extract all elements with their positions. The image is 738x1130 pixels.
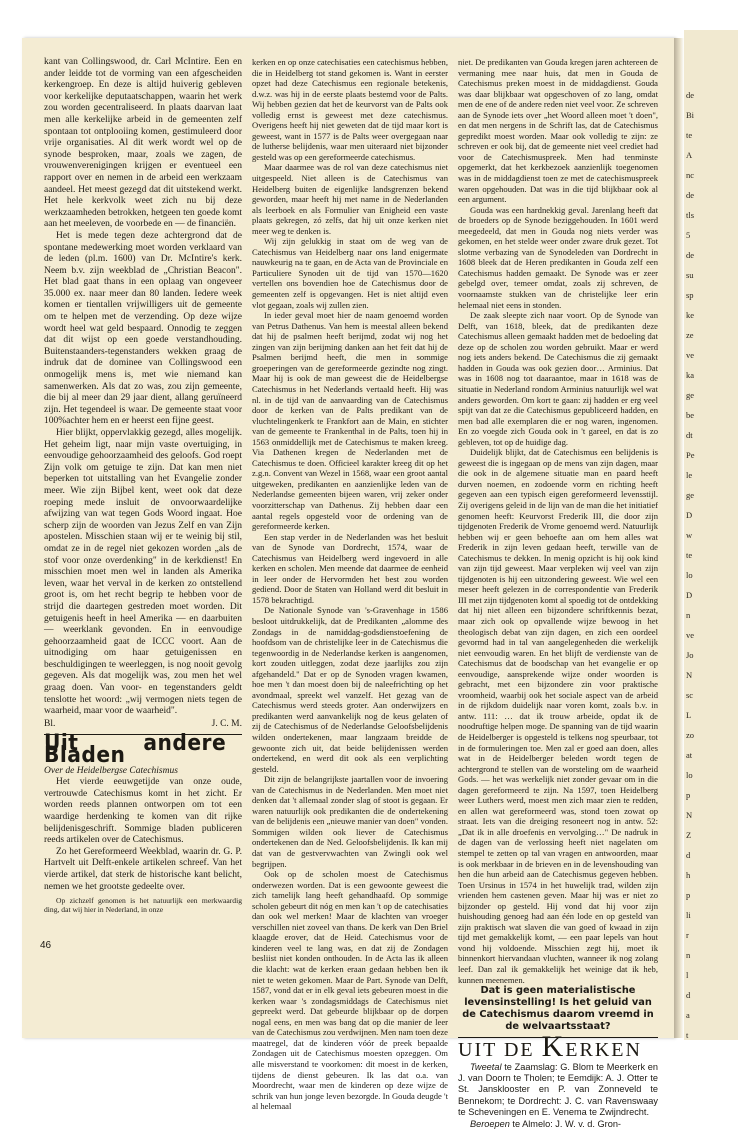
signature-line [44, 719, 242, 731]
closing-question: Dat is geen materialistische levensinstelling! Is het geluid van de Catechismus daarom vreemd in de welvaartsstaat? [462, 985, 654, 1033]
paragraph: Wij zijn gelukkig in staat om de weg van de Catechismus van Heidelberg naar ons land enigermate nauwkeurig na te gaan, en de Acta van de Provinciale en Particuliere Synoden uit de tijd van 1570—1620 vertellen ons bovendien hoe de Catechismus door de gemeenten zelf is opgevangen. Het is niet altijd even vlot gegaan, zoals wij zullen zien. [252, 236, 448, 310]
column-left [44, 57, 242, 937]
adjacent-page-fragment: de [686, 250, 695, 260]
adjacent-page-fragment: L [686, 710, 692, 720]
paragraph: kerken en op onze catechisaties een catechismus hebben, die in Heidelberg tot stand gekomen is. Want in eerster opzet had deze Catechismus een regionale betekenis, d.w.z. was hij in de eerste plaats bestemd voor de Palts. Wij hebben gezien dat het de keurvorst van de Palts ook volledig ernst is geweest met deze catechismus. Overigens heeft hij niet geweten dat de tijd maar kort is geweest, want in 1577 is de Palts weer overgegaan naar de lutherse belijdenis, waar men uiteraard niet bijzonder gesteld was op een gereformeerde catechismus. [252, 57, 448, 162]
adjacent-page-fragment: de [686, 190, 695, 200]
column-right [458, 57, 658, 1129]
adjacent-page-fragment: r [686, 930, 689, 940]
heading-part: UIT DE [458, 1039, 542, 1062]
adjacent-page-fragment: at [686, 750, 693, 760]
adjacent-page-fragment: zo [686, 730, 695, 740]
adjacent-page-fragment: w [686, 530, 693, 540]
paragraph: Ook op de scholen moest de Catechismus onderwezen worden. Dat is een gewoonte geweest die zich tamelijk lang heeft gehandhaafd. Op sommige scholen gebeurt dit nóg en men kan 't op de catechisaties dan ook wel merken! Maar de klachten van vroeger verschillen niet zoveel van thans. De kerk van Den Briel klaagde erover, dat de Heid. Catechismus voor de kinderen veel te lang was, en dat zij de Zondagen besliist niet konden onthouden. In de Acta las ik alleen die klacht: wat de kerken eraan gedaan hebben ben ik niet te weten gekomen. Maar de Part. Synode van Delft, 1587, vond dat er in elk geval iets gebeuren moest in die kerken waar 's zondagsmiddags de Catechismus niet gepreekt werd. Dat gebeurde blijkbaar op de dorpen nogal eens, en men was bang dat op die manier de leer van de Catechismus zou verdwijnen. Men nam toen deze maatregel, dat de kinderen vóór de preek bepaalde Zondagen uit de Catechismus moesten opzeggen. Om alle misverstand te voorkomen: dit moest in de kerken, tijdens de dienst gebeuren. Ik las dat o.a. van Moordrecht, waar men de kinderen op deze wijze de schrik van hun jonge leven bezorgde. In Gouda deugde 't al helemaal [252, 869, 448, 1112]
adjacent-page-edge [684, 30, 738, 1040]
signature-initials-left: Bl. [44, 718, 56, 729]
signature-author: J. C. M. [211, 718, 242, 729]
adjacent-page-fragment: D [686, 590, 693, 600]
adjacent-page-fragment: N [686, 810, 693, 820]
adjacent-page-fragment: le [686, 470, 693, 480]
adjacent-page-fragment: te [686, 550, 693, 560]
news-label: Beroepen [470, 1118, 510, 1129]
adjacent-page-fragment: A [686, 150, 693, 160]
news-text: te Zaamslag: G. Blom te Meerkerk en J. van Doorn te Tholen; te Eemdijk: A. J. Otter te St. Jansklooster en P. van Zonneveld te Bennekom; te Dordrecht: J. C. van Ravenswaay te Scheveningen en E. Venema te Zwijndrecht. [458, 1061, 658, 1118]
adjacent-page-fragment: te [686, 130, 693, 140]
news-item [458, 1119, 658, 1130]
adjacent-page-fragment: ve [686, 630, 695, 640]
quoted-paragraph: Op zichzelf genomen is het natuurlijk een merkwaardig ding, dat wij hier in Nederland, in onze [44, 896, 242, 915]
section-heading-uit-andere-bladen: Uit andere Bladen [44, 731, 227, 769]
paragraph: Gouda was een hardnekkig geval. Jarenlang heeft dat de broeders op de Synode beziggehouden. In 1601 werd meegedeeld, dat men in Gouda nog niets verder was gekomen, en het stelde weer onder zware druk gezet. Tot slotme verbazing van de Synodeleden van Dordrecht in 1608 bleek dat de Heren predikanten in Gouda zelf een Catechismus hadden gemaakt. De Synode was er zeer gebelgd over, temeer omdat, zoals zij schreven, de voornaamste stukken van de christelijke leer erin helemaal niet eens in stonden. [458, 204, 658, 310]
paragraph: De zaak sleepte zich naar voort. Op de Synode van Delft, van 1618, bleek, dat de predikanten deze Catechismus alleen gemaakt hadden met de bedoeling dat deze op de scholen zou worden gebruikt. Maar er werd nog iets anders bekend. De Catechismus die zij gemaakt hadden in Gouda was ook gezien door… Arminius. Dat was in 1608 nog tot daaraantoe, maar in 1618 was de situatie in Nederland rondom Arminius natuurlijk wel wat anders geworden. Om kort te gaan: zij hadden er erg veel spijt van dat ze die Catechismus gepubliceerd hadden, en men bad alle exemplaren die er nog waren, ingenomen. En zo voegde zich Gouda ook in 't gareel, en dat is zo gebleven, tot op de huidige dag. [458, 310, 658, 447]
adjacent-page-fragment: sc [686, 690, 694, 700]
adjacent-page-fragment: ve [686, 350, 695, 360]
page-gutter [674, 38, 684, 1038]
adjacent-page-fragment: de [686, 90, 695, 100]
paragraph: niet. De predikanten van Gouda kregen jaren achtereen de vermaning mee naar huis, dat men in Gouda de Catechismus preken moest in de middagdienst. Gouda was daar blijkbaar wat opgeschoven of zo lang, omdat men de ene of de andere reden niet veel voor. Ze schreven aan de Synode iets over „het Woord alleen moet 't doen", en dat men nergens in de Schrift las, dat de Catechismus gepredikt moest worden. Maar ook volledig te zijn: ze schreven er ook bij, dat de gemeente niet veel crediet had voor de Catechismuspreek. Men had tenminste opgemerkt, dat het kerkbezoek aanzienlijk toegenomen was in de middagdienst toen ze met de catechismuspreek waren opgehouden. Dat was in die tijd blijkbaar ook al een argument. [458, 57, 658, 205]
paragraph: Een stap verder in de Nederlanden was het besluit van de Synode van Dordrecht, 1574, waar de Catechismus van Heidelberg werd ingevoerd in alle kerken en scholen. Men meende dat daarmee de eenheid in leer onder de Hervormden het best zou worden gediend. Door de Staten van Holland werd dit besluit in 1578 bekrachtigd. [252, 531, 448, 605]
page-number: 46 [40, 940, 52, 951]
paragraph: In ieder geval moet hier de naam genoemd worden van Petrus Dathenus. Van hem is meestal alleen bekend dat hij de psalmen heeft berijmd, zodat wij nog het zingen van zijn berijming danken aan het feit dat hij de Psalmen berijmd heeft, die men in sommige groeperingen van de gereformeerde gezindte nog zingt. Maar hij is ook de man geweest die de Heidelbergse Catechismus in het Nederlands vertaald heeft. Hij was nl. in de tijd van de aanvaarding van de Catechismus door de kerken van de Palts predikant van de vluchtelingenkerk te Frankfort aan de Main, en stichter van de gemeente te Frankenthal in de Palts, toen hij in 1563 onmiddellijk met de Catechismus te maken kreeg. Via Dathenen kregen de Nederlanden met de Catechismus te doen. Officieel karakter kreeg dit op het z.g.n. Convent van Wezel in 1568, waar een groot aantal uitgeweken, predikanten en aanzienlijke leden van de Nederlandse gemeenten bijeen waren, vrij zeker onder voorzitterschap van Dathenus. Zij hebben daar een aantal regels opgesteld voor de ordening van de gereformeerde kerken. [252, 310, 448, 532]
adjacent-page-fragment: li [686, 910, 691, 920]
adjacent-page-fragment: ka [686, 370, 695, 380]
news-label: Tweetal [470, 1061, 502, 1072]
adjacent-page-fragment: p [686, 790, 691, 800]
adjacent-page-fragment: tls [686, 210, 695, 220]
adjacent-page-fragment: ge [686, 390, 695, 400]
section-heading-uit-de-kerken [458, 1030, 658, 1064]
paragraph: kant van Collingswood, dr. Carl McIntire. Een en ander leidde tot de vorming van een afgescheiden kerkengroep. En deze is altijd huiverig gebleven voor kerkelijke deputaatschappen, waarin het werk zou worden gecentraliseerd. In plaats daarvan laat men alle kerkelijke arbeid in de gemeenten zelf spontaan tot ontplooiing komen, gestimuleerd door vrije organisaties. Al dit werk wordt wel op de synode besproken, maar, zoals we zagen, de vrouwenverenigingen krijgen er eventueel een rapport over en nemen in de arbeid een werkzaam aandeel. Het meest gezegd dat dit uitstekend werkt. Het hele kerkvolk weet zich nu bij deze werkzaamheden betrokken, hetgeen ten goede komt aan het meeleven, de voorbede en — de financiën. [44, 57, 242, 230]
paragraph: Duidelijk blijkt, dat de Catechismus een belijdenis is geweest die is ingegaan op de mens van zijn dagen, maar die ook in de algemene situatie man en paard heeft durven noemen, en zodoende vorm en richting heeft gegeven aan een typisch eigen gereformeerd levensstijl. Zij overigens geleid in de lijn van de man die het initiatief genomen heeft: Keurvorst Frederik III, die door zijn tijdgenoten Frederik de Vrome genoemd werd. Natuurlijk hebben wij er geen behoefte aan om hem alles wat Frederik in zijn leven gedaan heeft, terwille van de Catechismus te dekken. In menig opzicht is hij ook kind van zijn tijd geweest. Maar verpleken wij veel van zijn tijdgenoten is hij een uitzondering geweest. Wie wel een meser heeft gelezen in de correspondentie van Frederik III met zijn tijdgenoten komt al spoedig tot de ontdekking dat hij niet alleen een bijzondere schriftkennis bezat, maar zich ook op opvallende wijze bewoog in het theologisch debat van zijn dagen, en zich een oordeel gevormd had in tal van aangelegenheden die werkelijk niet eenvoudig waren. En het blijft de verdienste van de Catechismus dat de boodschap van het evangelie er op eenvoudige, aansprekende wijze onder woorden is gebracht, met een bijzondere zin voor praktische vroomheid, waarbij ook het sociale aspect van de arbeid in de rijkdom duidelijk naar voren komt, zoals b.v. in antw. 111: … dat ik trouw arbeide, opdat ik de noodruftige helpen moge. De spanning van de tijd waarin de Heidelberger is opgesteld is telkens nog speurbaar, tot in de formuleringen toe. Men zal er goed aan doen, alles wat in de Heidelberger beleden wordt tegen de achtergrond te stellen van de worsteling om de waarheid Gods. — het was werkelijk niet zonder gevaar om in die dagen gereformeerd te zijn. Na 1597, toen Heidelberg weer Luthers werd, moest men zich maar zien te redden, en allen wat gereformeerd was, stond toen zowat op straat. Iets van die dreiging resoneert nog in antw. 52: „Dat ik in alle droefenis en vervolging…" De nadruk in de dagen van de verlossing heeft niet nagelaten om stempel te zetten op tal van vragen en antwoorden, maar is ook merkbaar in de brieven en in de levenshouding van hen die hun arbeid aan de Catechismus gegeven hebben. Toen Ursinus in 1574 in het huwelijk trad, wilden zijn vrienden hem castenen geven. Maar hij was er niet zo bijzonder op gesteld. Hij vond dat hij voor zijn huishouding genoeg had aan één lode en op gesteld van zijn praktisch wat slaven die van goed of kwaad in zijn tijd met gemakkelijk komt, — een paar lepels van hout vond hij voldoende. Misschien zegt hij, moet ik binnenkort hiervandaan vluchten, wanneer ik nog zolang leef. Dan zal ik gemakkelijk het weinige dat ik heb, kunnen meenemen. [458, 447, 658, 985]
adjacent-page-fragment: D [686, 510, 693, 520]
adjacent-page-fragment: l [686, 970, 689, 980]
column-middle [252, 57, 448, 1112]
adjacent-page-fragment: lo [686, 770, 693, 780]
adjacent-page-fragment: dt [686, 430, 693, 440]
adjacent-page-fragment: lo [686, 570, 693, 580]
heading-part: ERKEN [565, 1039, 642, 1062]
adjacent-page-fragment: su [686, 270, 694, 280]
adjacent-page-fragment: sp [686, 290, 694, 300]
adjacent-page-fragment: Bi [686, 110, 695, 120]
article-subheading: Over de Heidelbergse Catechismus [44, 765, 178, 776]
news-item [458, 1062, 658, 1119]
paragraph: De Nationale Synode van 's-Gravenhage in 1586 besloot uitdrukkelijk, dat de Predikanten „alomme des Zondags in de namiddag-godsdienstoefening de hoofdsom van de christelijke leer in de Catechismus die tegenwoordig in de Nederlandse kerken is aangenomen, kort zouden uitleggen, zodat deze jaarlijks zou zijn afgehandeld." Dat er op de Synoden vragen kwamen, hoe men 't dan moest doen bij de naleefrichting op het avondmaal, spreekt wel vanzelf. Het gezag van de Catechismus werd steeds groter. Aan onderwijzers en predikanten werd aanvankelijk nog de keus gelaten of zij de Catechismus of de Nederlandse Geloofsbelijdenis wilden ondertekenen, maar langzaam breidde de gewoonte zich uit, dat beide belijdenissen werden ondertekend, en werd dit ook als een verplichting gesteld. [252, 605, 448, 774]
paragraph: Het is mede tegen deze achtergrond dat de spontane medewerking moet worden verklaard van de leden (pl.m. 1600) van Dr. McIntire's kerk. Neem b.v. zijn weekblad de „Christian Beacon". Het blad gaat thans in een oplaag van ongeveer 35.000 ex. naar meer dan 80 landen. Iedere week komen er tientallen vrijwilligers uit de gemeente om te helpen met de verzending. Op deze wijze wordt heel wat geld bespaard. Onnodig te zeggen dat dit wijst op een goede verstandhouding. Buitenstaanders-tegenstanders wekken graag de indruk dat de dominee van Collingswood een onmogelijk mens is, met wie niemand kan samenwerken. Als dat zo was, zou zijn gemeente, die bij al meer dan 29 jaar dient, allang geruïneerd zijn. Het tegendeel is waar. De gemeente staat voor 100%achter hem en er heerst een fijne geest. [44, 230, 242, 427]
adjacent-page-fragment: Z [686, 830, 692, 840]
paragraph: Hier blijkt, oppervlakkig gezegd, alles mogelijk. Het geheim ligt, naar mijn vaste overtuiging, in eenvoudige gehoorzaamheid des geloofs. God roept Zijn volk om getuige te zijn. Dat kan men niet beperken tot uitstalling van het Evangelie zonder meer. Wie zijn Bijbel kent, weet ook dat deze roeping mede insluit de onvoorwaardelijke afwijzing van wat tegen Gods Woord ingaat. Hoe scherp zijn de woorden van Jezus Zelf en van Zijn apostelen. Misschien staan wij er te weinig bij stil, omdat ze in de regel niet gekozen worden „als de stof voor onze overdenking" in de kerkdienst! En misschien moet men wel in landen als Amerika leven, waar het verval in de kerken zo ontstellend groot is, om het recht begrip te hebben voor de strijd die daartegen gestreden moet worden. Dit getuigenis heeft in heel Amerika — en daarbuiten — weerklank gevonden. En in eenvoudige gehoorzaamheid gaat de ICCC voort. Aan de uitnodiging om haar getuigenissen en beschuldigingen te weerleggen, is nog nooit gevolg gegeven. Als dat mogelijk was, zou men het wel graag doen. Van voor- en tegenstanders geldt tenslotte het woord: „wij vermogen niets tegen de waarheid, maar voor de waarheid". [44, 428, 242, 717]
adjacent-page-fragment: d [686, 990, 691, 1000]
heading-initial: K [541, 1030, 566, 1064]
adjacent-page-fragment: p [686, 890, 691, 900]
adjacent-page-fragment: a [686, 1010, 690, 1020]
paragraph: Zo het Gereformeerd Weekblad, waarin dr. G. P. Hartvelt uit Delft-enkele artikelen schreef. Van het vierde artikel, dat sterk de historische kant belicht, nemen we het grootste gedeelte over. [44, 846, 242, 892]
adjacent-page-fragment: h [686, 870, 691, 880]
paragraph: Het vierde eeuwgetijde van onze oude, vertrouwde Catechismus komt in het zicht. Er worden reeds plannen ontworpen om tot een waardige herdenking te komen van dit rijke belijdenisgeschrift. Sommige bladen publiceren reeds artikelen over de Catechismus. [44, 777, 242, 846]
adjacent-page-fragment: t [686, 1030, 689, 1040]
adjacent-page-fragment: ge [686, 490, 695, 500]
adjacent-page-fragment: d [686, 850, 691, 860]
adjacent-page-fragment: nc [686, 170, 695, 180]
paragraph: Dit zijn de belangrijkste jaartallen voor de invoering van de Catechismus in de Nederlanden. Men moet niet denken dat 't allemaal zonder slag of stoot is gegaan. Er waren natuurlijk ook predikanten die de ondertekening van de belijdenis een „nieuwe manier van doen" vonden. Sommigen wilden ook liever de Catechismus ondertekenen dan de Ned. Geloofsbelijdenis. Ik kan mij dat van de gestvervwachten van Zwingli ook wel begrijpen. [252, 774, 448, 869]
adjacent-page-fragment: Jo [686, 650, 694, 660]
paragraph: Maar daarmee was de rol van deze catechismus niet uitgespeeld. Niet alleen is de Catechismus van Heidelberg buiten de eigenlijke landsgrenzen bekend geworden, maar heeft hij met name in de Nederlanden als leerboek en als Formulier van Enigheid een vaste plaats gekregen, zó zelfs, dat hij uit onze kerken niet meer weg te denken is. [252, 162, 448, 236]
news-text: te Almelo: J. W. v. d. Gron- [509, 1118, 621, 1129]
adjacent-page-fragment: be [686, 410, 695, 420]
adjacent-page-fragment: ze [686, 330, 694, 340]
adjacent-page-fragment: ke [686, 310, 695, 320]
adjacent-page-fragment: n [686, 610, 691, 620]
adjacent-page-fragment: n [686, 950, 691, 960]
adjacent-page-fragment: Pe [686, 450, 695, 460]
adjacent-page-fragment: N [686, 670, 693, 680]
adjacent-page-fragment: 5 [686, 230, 691, 240]
